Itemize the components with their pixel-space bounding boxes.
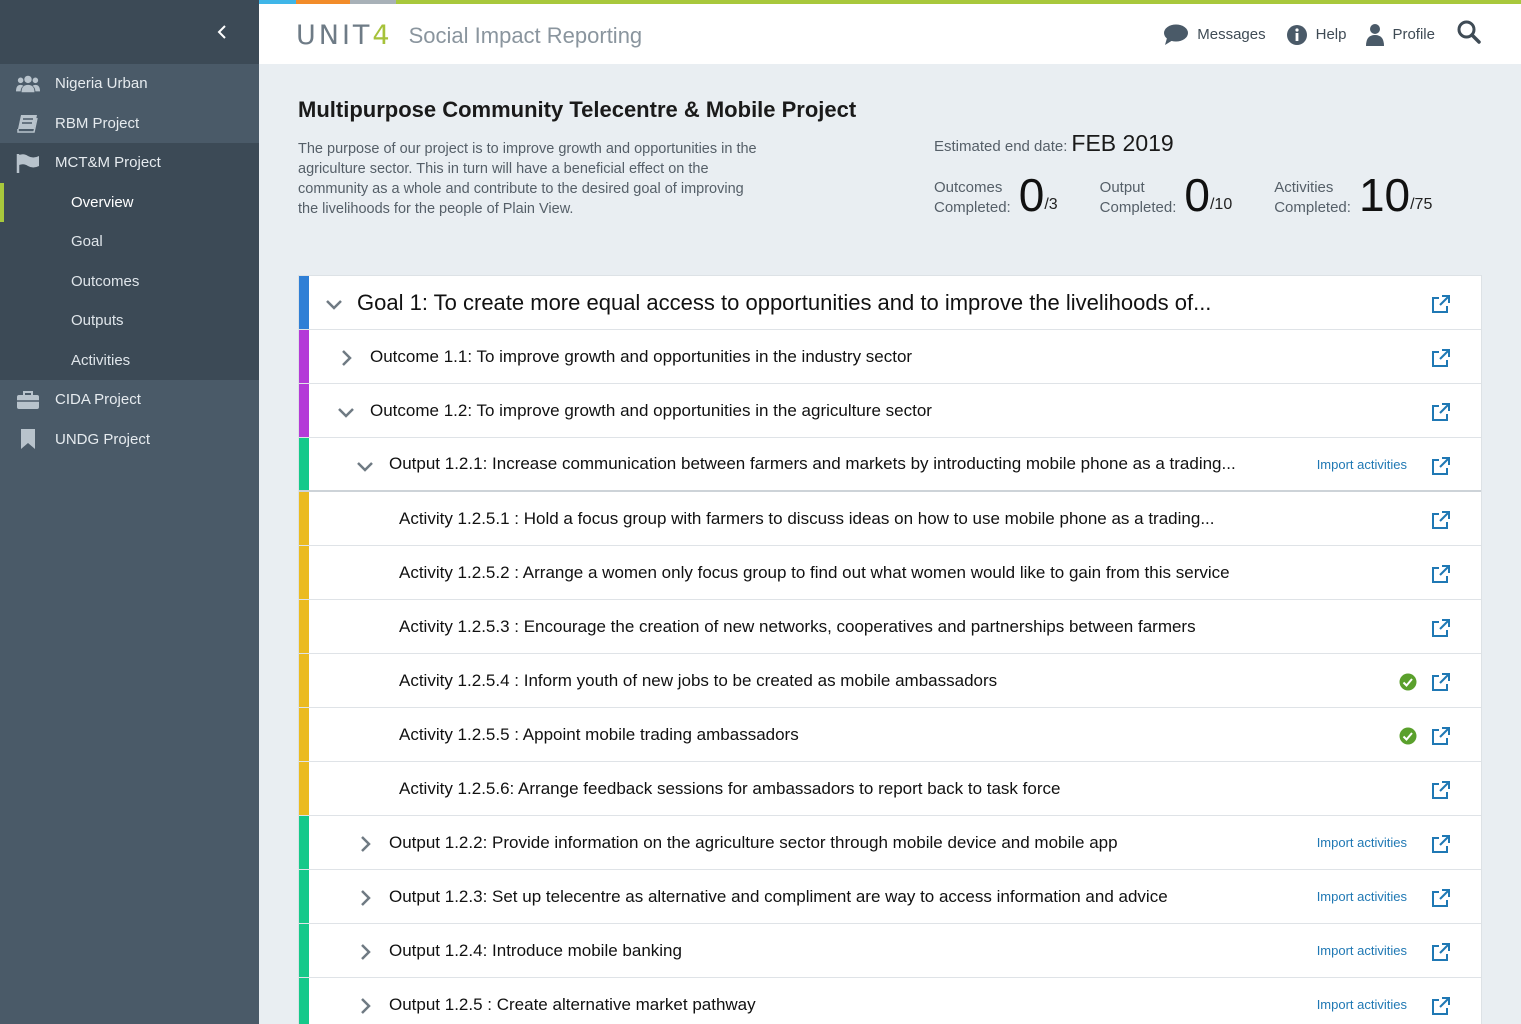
sidebar-item-rbm-project[interactable] [0, 104, 259, 144]
logo [296, 20, 642, 51]
external-link-icon[interactable] [1431, 510, 1451, 530]
stat-label-line2: Completed: [934, 199, 1011, 216]
user-icon [1366, 24, 1384, 46]
accent-segment-blue [259, 0, 296, 4]
tree-row-outcome[interactable] [299, 384, 1481, 438]
project-subnav [0, 183, 259, 381]
import-activities-link[interactable]: Import activities [1316, 997, 1407, 1012]
external-link-icon[interactable] [1431, 564, 1451, 584]
tree-row-activity[interactable] [299, 600, 1481, 654]
row-label: Activity 1.2.5.1 : Hold a focus group with farmers to discuss ideas on how to use mobile phone as a trading... [399, 508, 1215, 528]
tree-row-activity[interactable] [299, 546, 1481, 600]
estimated-end-date [934, 130, 1174, 157]
level-bar-output [299, 438, 309, 490]
level-bar-activity [299, 600, 309, 653]
project-description: The purpose of our project is to improve growth and opportunities in the agriculture sector. This in turn will have a beneficial effect on the community as a whole and contribute to the desired goal of improving the livelihoods for the people of Plain View. [298, 141, 757, 217]
stat-total: /75 [1410, 196, 1433, 213]
stat-label-line1: Activities [1274, 179, 1334, 196]
subnav-outcomes[interactable]: Outcomes [71, 272, 140, 290]
tree-row-output[interactable] [299, 438, 1481, 492]
stat-outputs [1099, 169, 1233, 221]
level-bar-outcome [299, 330, 309, 383]
external-link-icon[interactable] [1431, 834, 1451, 854]
chevron-right-icon[interactable] [337, 349, 355, 367]
stat-label-line2: Completed: [1099, 199, 1177, 216]
sidebar-nav [0, 64, 259, 183]
stat-activities [1274, 169, 1433, 221]
search-icon[interactable] [1457, 20, 1481, 49]
stat-label-line1: Output [1099, 179, 1145, 196]
level-bar-activity [299, 654, 309, 707]
stat-total: /3 [1044, 196, 1058, 213]
row-label: Activity 1.2.5.4 : Inform youth of new jobs to be created as mobile ambassadors [399, 670, 998, 690]
bookmark-icon [16, 428, 40, 450]
sidebar-item-label: MCT&M Project [55, 154, 161, 172]
tree-row-output[interactable] [299, 978, 1481, 1024]
import-activities-link[interactable]: Import activities [1316, 889, 1407, 904]
subnav-activities[interactable]: Activities [71, 351, 131, 369]
import-activities-link[interactable]: Import activities [1316, 943, 1407, 958]
level-bar-output [299, 924, 309, 977]
sidebar-item-nigeria-urban[interactable] [0, 64, 259, 104]
sidebar-item-label: UNDG Project [55, 430, 151, 448]
sidebar-item-mctm-project[interactable] [0, 143, 259, 183]
sidebar [0, 0, 259, 1024]
external-link-icon[interactable] [1431, 726, 1451, 746]
row-label: Output 1.2.2: Provide information on the agriculture sector through mobile device and mobile app [389, 832, 1118, 852]
row-label: Output 1.2.3: Set up telecentre as alternative and compliment are way to access information and advice [389, 886, 1168, 906]
sidebar-item-label: RBM Project [55, 114, 140, 132]
sidebar-item-undg-project[interactable] [0, 420, 259, 460]
tree-row-output[interactable] [299, 816, 1481, 870]
briefcase-icon [16, 389, 40, 411]
tree-row-activity[interactable] [299, 654, 1481, 708]
level-bar-goal [299, 276, 309, 329]
stat-value: 0 [1184, 169, 1210, 221]
info-icon [1286, 24, 1308, 46]
level-bar-activity [299, 492, 309, 545]
chevron-right-icon[interactable] [356, 943, 374, 961]
stat-value: 0 [1018, 169, 1045, 221]
external-link-icon[interactable] [1431, 348, 1451, 368]
chat-bubble-icon [1163, 24, 1189, 46]
external-link-icon[interactable] [1431, 456, 1451, 476]
stat-outcomes [934, 169, 1058, 221]
chevron-down-icon[interactable] [337, 403, 355, 421]
sidebar-item-label: Nigeria Urban [55, 75, 148, 93]
row-label: Activity 1.2.5.2 : Arrange a women only focus group to find out what women would like to gain from this service [399, 562, 1230, 582]
app-title: Social Impact Reporting [408, 22, 643, 48]
help-label: Help [1315, 26, 1347, 43]
messages-link[interactable] [1163, 24, 1265, 46]
logo-text: UNIT4 [296, 20, 393, 51]
completed-check-icon [1399, 673, 1417, 691]
accent-segment-orange [296, 0, 350, 4]
chevron-right-icon[interactable] [356, 997, 374, 1015]
level-bar-activity [299, 762, 309, 815]
level-bar-outcome [299, 384, 309, 437]
row-label: Output 1.2.4: Introduce mobile banking [389, 940, 682, 960]
messages-label: Messages [1197, 26, 1266, 43]
row-label: Activity 1.2.5.6: Arrange feedback sessions for ambassadors to report back to task force [399, 778, 1061, 798]
flag-icon [16, 152, 40, 174]
tree-row-activity[interactable] [299, 492, 1481, 546]
accent-segment-green [396, 0, 1521, 4]
external-link-icon[interactable] [1431, 618, 1451, 638]
chevron-left-icon[interactable] [213, 22, 233, 42]
profile-label: Profile [1392, 26, 1435, 43]
row-label: Activity 1.2.5.3 : Encourage the creation of new networks, cooperatives and partnerships between farmers [399, 616, 1196, 636]
external-link-icon[interactable] [1431, 780, 1451, 800]
sidebar-nav-more [0, 380, 259, 459]
subnav-goal[interactable]: Goal [71, 233, 103, 251]
tree-row-output[interactable] [299, 924, 1481, 978]
chevron-right-icon[interactable] [356, 889, 374, 907]
level-bar-activity [299, 708, 309, 761]
stat-label-line2: Completed: [1274, 199, 1351, 216]
external-link-icon[interactable] [1431, 672, 1451, 692]
end-date-label: Estimated end date: [934, 138, 1068, 155]
sidebar-item-cida-project[interactable] [0, 380, 259, 420]
results-tree [298, 275, 1482, 1024]
level-bar-output [299, 978, 309, 1024]
accent-bar [259, 0, 1521, 4]
external-link-icon[interactable] [1431, 402, 1451, 422]
page-title: Multipurpose Community Telecentre & Mobile Project [298, 97, 857, 122]
level-bar-activity [299, 546, 309, 599]
external-link-icon[interactable] [1431, 996, 1451, 1016]
row-label: Activity 1.2.5.5 : Appoint mobile trading ambassadors [399, 724, 799, 744]
tree-row-activity[interactable] [299, 762, 1481, 816]
profile-link[interactable] [1366, 24, 1435, 46]
import-activities-link[interactable]: Import activities [1316, 835, 1407, 850]
sidebar-header [0, 0, 259, 64]
external-link-icon[interactable] [1431, 888, 1451, 908]
external-link-icon[interactable] [1431, 294, 1451, 314]
tree-row-goal[interactable] [299, 276, 1481, 330]
row-label: Output 1.2.1: Increase communication between farmers and markets by introducting mobile phone as a trading... [389, 454, 1236, 473]
level-bar-output [299, 870, 309, 923]
row-label: Output 1.2.5 : Create alternative market pathway [389, 994, 756, 1014]
sidebar-item-label: CIDA Project [55, 391, 141, 409]
level-bar-output [299, 816, 309, 869]
end-date-value: FEB 2019 [1071, 130, 1174, 156]
people-icon [16, 73, 40, 95]
row-label: Outcome 1.2: To improve growth and opportunities in the agriculture sector [370, 400, 932, 420]
help-link[interactable] [1286, 24, 1347, 46]
row-label: Outcome 1.1: To improve growth and opportunities in the industry sector [370, 346, 913, 366]
accent-segment-gray [350, 0, 396, 4]
subnav-overview[interactable]: Overview [0, 183, 259, 223]
row-label: Goal 1: To create more equal access to opportunities and to improve the livelihoods of... [357, 289, 1212, 315]
chevron-right-icon[interactable] [356, 835, 374, 853]
tree-row-outcome[interactable] [299, 330, 1481, 384]
stat-label-line1: Outcomes [934, 179, 1003, 196]
book-icon [16, 112, 40, 134]
stat-value: 10 [1358, 169, 1411, 221]
stat-total: /10 [1209, 196, 1233, 213]
external-link-icon[interactable] [1431, 942, 1451, 962]
header-actions [1143, 20, 1481, 49]
tree-row-activity[interactable] [299, 708, 1481, 762]
chevron-down-icon[interactable] [356, 457, 374, 475]
import-activities-link[interactable]: Import activities [1316, 456, 1407, 472]
completed-check-icon [1399, 727, 1417, 745]
subnav-outputs[interactable]: Outputs [71, 312, 124, 330]
tree-row-output[interactable] [299, 870, 1481, 924]
top-header [259, 0, 1521, 64]
chevron-down-icon[interactable] [325, 295, 343, 313]
completion-stats [934, 169, 1474, 221]
